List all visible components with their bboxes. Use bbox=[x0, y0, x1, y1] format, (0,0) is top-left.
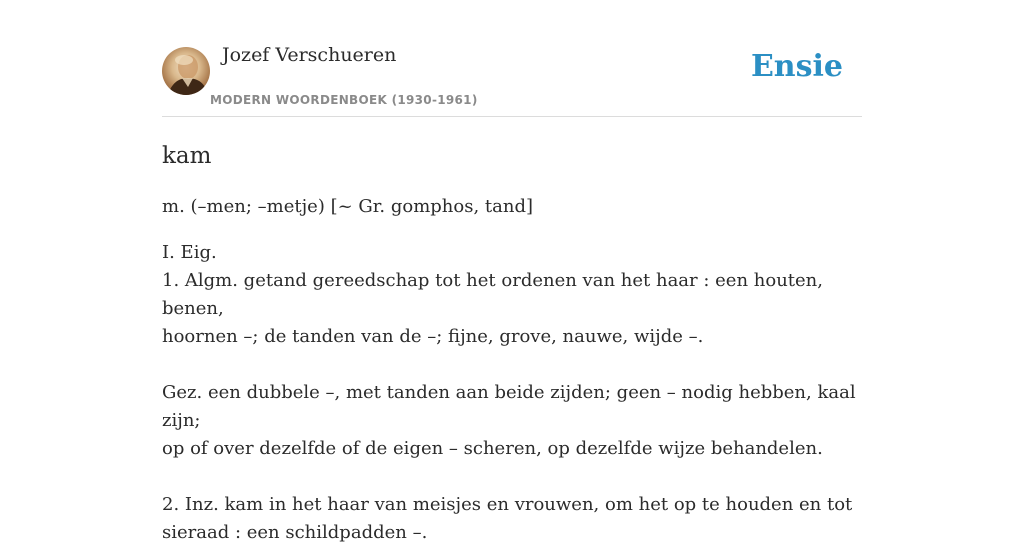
brand-logo[interactable]: Ensie bbox=[750, 49, 843, 84]
author-name[interactable]: Jozef Verschueren bbox=[222, 44, 397, 66]
definition-line: I. Eig. bbox=[162, 242, 217, 263]
definition-line: hoornen –; de tanden van de –; fijne, grove, nauwe, wijde –. bbox=[162, 326, 704, 347]
entry-header bbox=[162, 40, 862, 117]
author-avatar[interactable] bbox=[162, 47, 210, 95]
entry-headword: kam bbox=[162, 143, 212, 169]
paragraph-gap bbox=[162, 463, 862, 491]
definition-line: Gez. een dubbele –, met tanden aan beide zijden; geen – nodig hebben, kaal zijn; bbox=[162, 382, 856, 431]
definition-line: 1. Algm. getand gereedschap tot het ordenen van het haar : een houten, benen, bbox=[162, 270, 823, 319]
definition-line: op of over dezelfde of de eigen – scheren, op dezelfde wijze behandelen. bbox=[162, 438, 823, 459]
author-portrait-icon bbox=[162, 47, 210, 95]
source-title[interactable]: MODERN WOORDENBOEK (1930-1961) bbox=[210, 93, 478, 107]
paragraph-gap bbox=[162, 351, 862, 379]
entry-grammar: m. (–men; –metje) [~ Gr. gomphos, tand] bbox=[162, 196, 534, 217]
definition-line: sieraad : een schildpadden –. bbox=[162, 522, 428, 543]
definition-line: 2. Inz. kam in het haar van meisjes en vrouwen, om het op te houden en tot bbox=[162, 494, 853, 515]
entry-card bbox=[162, 40, 862, 547]
entry-definition bbox=[162, 239, 862, 547]
